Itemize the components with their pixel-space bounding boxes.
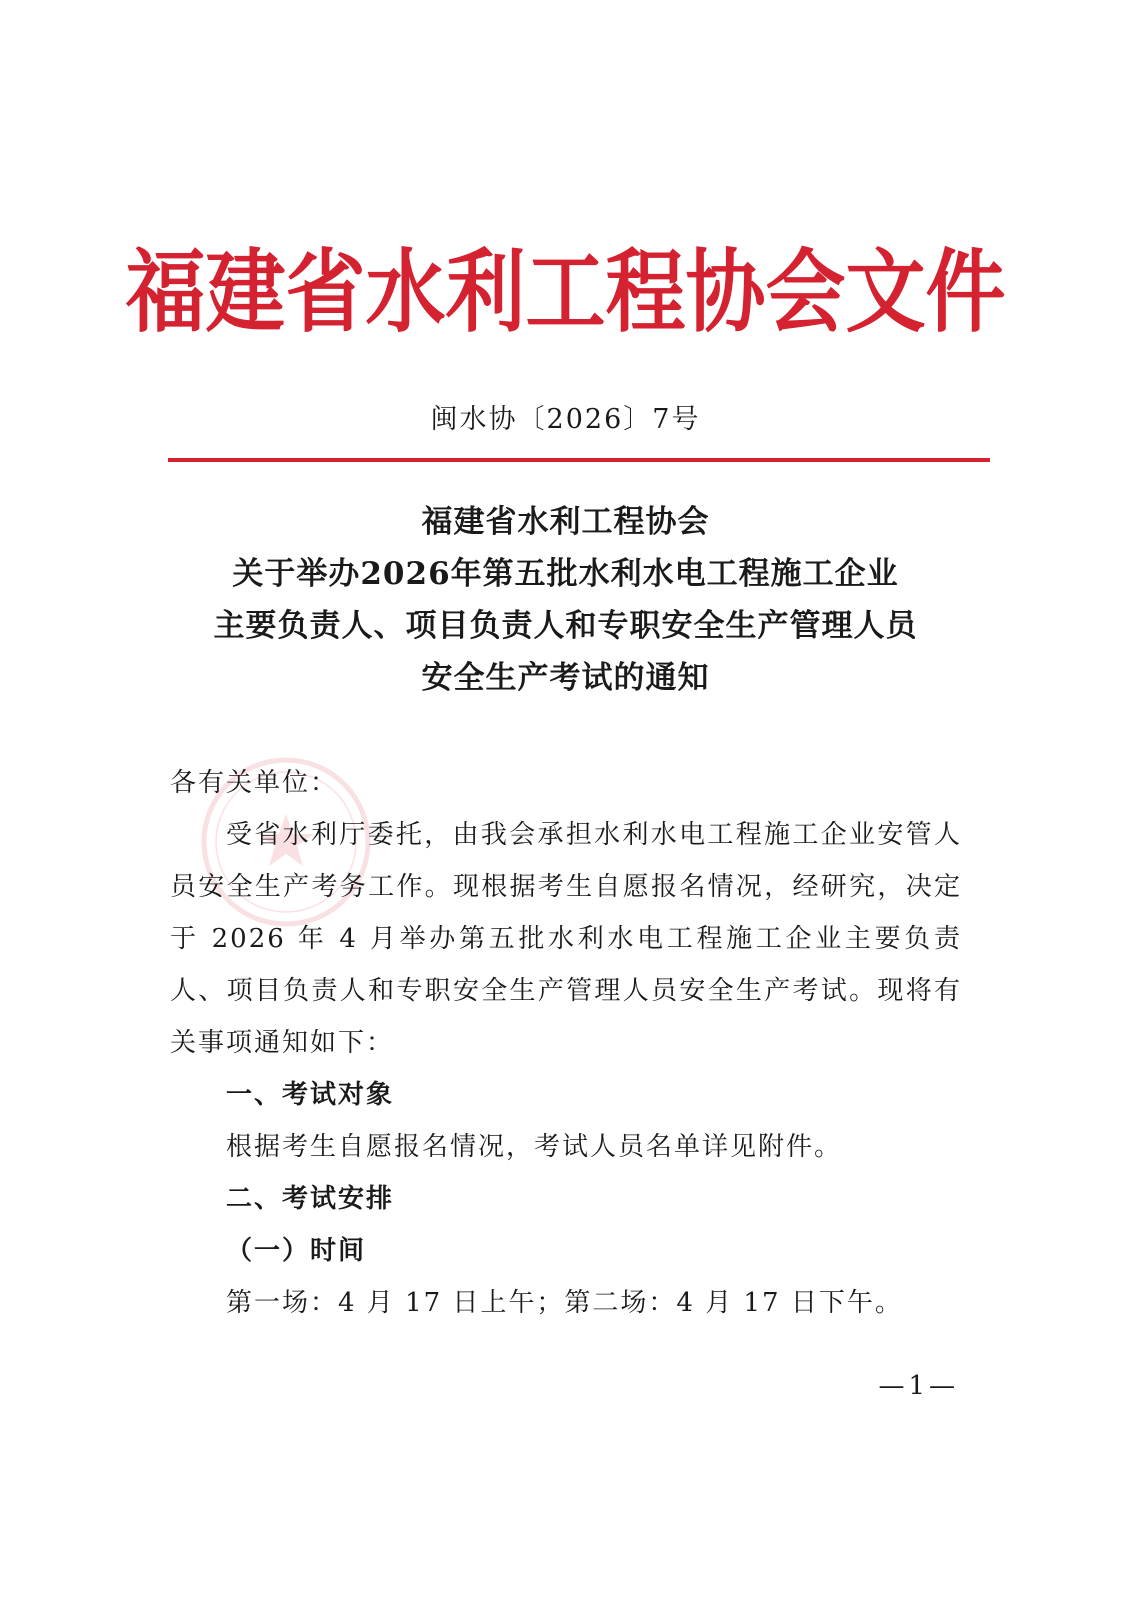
notice-title-line: 关于举办2026年第五批水利水电工程施工企业: [232, 556, 899, 592]
red-divider-line: [168, 458, 990, 462]
document-number: 闽水协〔2026〕7号: [430, 404, 701, 435]
section-heading: 一、考试对象: [226, 1080, 395, 1110]
subsection-heading: （一）时间: [226, 1236, 367, 1266]
salutation: 各有关单位：: [170, 768, 339, 798]
document-body: [170, 757, 962, 1329]
notice-title-line: 福建省水利工程协会: [421, 504, 710, 540]
subsection-text: 第一场：4 月 17 日上午；第二场：4 月 17 日下午。: [226, 1288, 903, 1318]
section-heading: 二、考试安排: [226, 1184, 395, 1214]
intro-paragraph: 受省水利厅委托，由我会承担水利水电工程施工企业安管人员安全生产考务工作。现根据考生自愿报名情况，经研究，决定于 2026 年 4 月举办第五批水利水电工程施工企业主要负责人、项目负责人和专职安全生产管理人员安全生产考试。现将有关事项通知如下：: [170, 820, 962, 1058]
notice-title-line: 主要负责人、项目负责人和专职安全生产管理人员: [213, 608, 918, 644]
page-number: —1—: [878, 1371, 959, 1401]
notice-title-line: 安全生产考试的通知: [421, 660, 710, 696]
notice-title: [0, 496, 1131, 704]
document-header-title: 福建省水利工程协会文件: [125, 240, 1006, 345]
section-text: 根据考生自愿报名情况，考试人员名单详见附件。: [226, 1132, 843, 1162]
